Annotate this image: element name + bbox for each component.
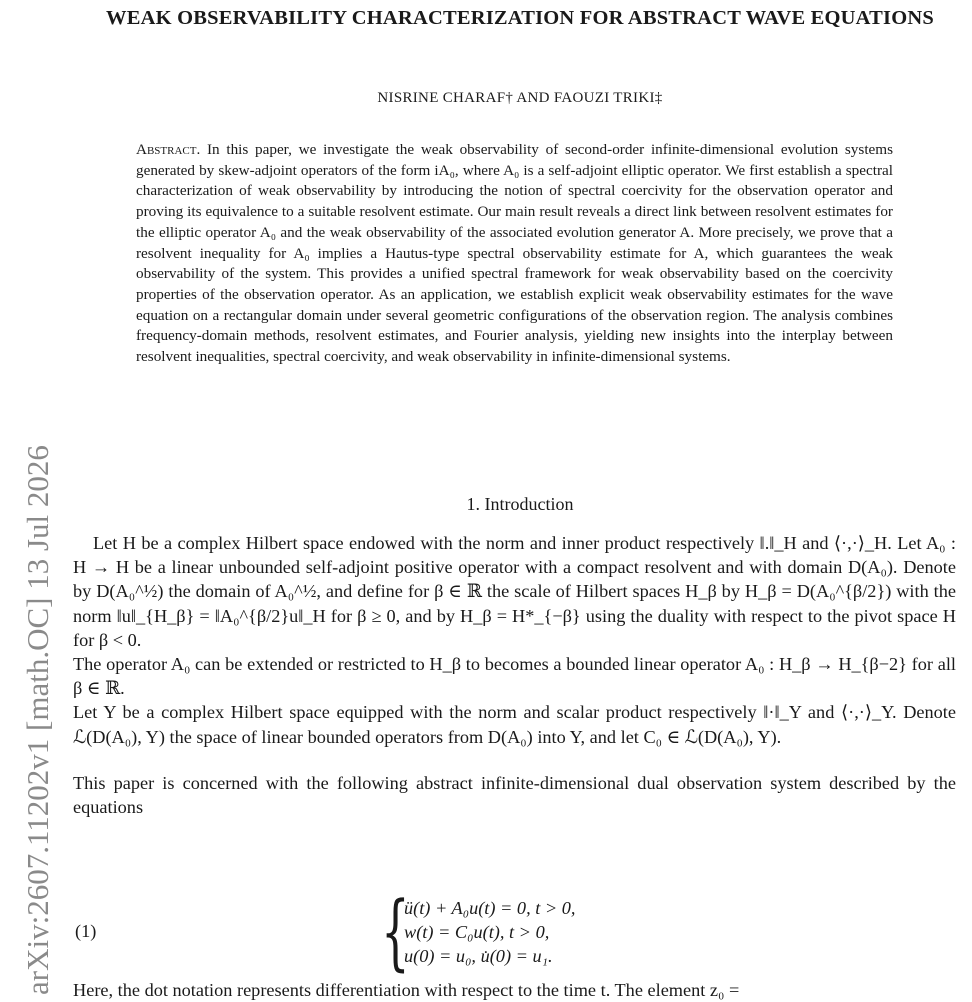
section-title: 1. Introduction [466, 494, 574, 514]
intro-body [73, 531, 956, 819]
equation-line: u(0) = u₀, u̇(0) = u₁. [404, 946, 553, 966]
paper-title: WEAK OBSERVABILITY CHARACTERIZATION FOR ABSTRACT WAVE EQUATIONS [106, 7, 934, 29]
section-heading [85, 494, 955, 515]
intro-paragraph: This paper is concerned with the following abstract infinite-dimensional dual observation system described by the equations [73, 772, 956, 818]
equation-line: ü(t) + A₀u(t) = 0, t > 0, [404, 898, 576, 918]
paper-authors: NISRINE CHARAF† AND FAOUZI TRIKI‡ [377, 90, 663, 106]
intro-paragraph: The operator A₀ can be extended or restricted to H_β to becomes a bounded linear operator A₀ : H_β → H_{β−2} for all β ∈ ℝ. [73, 654, 956, 699]
abstract-label: Abstract. [136, 141, 201, 158]
abstract-text: In this paper, we investigate the weak observability of second-order infinite-dimensional evolution systems generated by skew-adjoint operators of the form iA₀, where A₀ is a self-adjoint elliptic operator. We first establish a spectral characterization of weak observability by introducing the notion of spectral coercivity for the observation operator and proving its equivalence to a suitable resolvent estimate. Our main result reveals a direct link between resolvent estimates for the elliptic operator A₀ and the weak observability of the associated evolution generator A. More precisely, we prove that a resolvent inequality for A₀ implies a Hautus-type spectral observability estimate for A, which guarantees the weak observability of the system. This provides a unified spectral framework for weak observability based on the coercivity properties of the observation operator. As an application, we establish explicit weak observability estimates for the wave equation on a rectangular domain under several geometric configurations of the observation region. The analysis combines frequency-domain methods, resolvent estimates, and Fourier analysis, yielding new insights into the interplay between resolvent inequalities, spectral coercivity, and weak observability in infinite-dimensional systems. [136, 141, 893, 366]
equation-line: w(t) = C₀u(t), t > 0, [404, 922, 550, 942]
equation-1 [73, 885, 956, 981]
equation-brace: { [381, 885, 410, 980]
arxiv-identifier: arXiv:2607.11202v1 [math.OC] 13 Jul 2026 [20, 445, 55, 995]
abstract [136, 140, 893, 368]
intro-paragraph: Let Y be a complex Hilbert space equipped with the norm and scalar product respectively ‖·‖_Y and ⟨·,·⟩_Y. Denote ℒ(D(A₀), Y) the space of linear bounded operators from D(A₀) into Y, and let C₀ ∈ ℒ(D(A₀), Y). [73, 702, 956, 747]
continuation-text: Here, the dot notation represents differentiation with respect to the time t. The element z₀ = [73, 980, 740, 1000]
equation-number: (1) [75, 921, 97, 941]
intro-paragraph: Let H be a complex Hilbert space endowed with the norm and inner product respectively ‖.‖_H and ⟨·,·⟩_H. Let A₀ : H → H be a linear unbounded self-adjoint positive operator with a compact resolvent and with domain D(A₀). Denote by D(A₀^½) the domain of A₀^½, and define for β ∈ ℝ the scale of Hilbert spaces H_β by H_β = D(A₀^{β/2}) with the norm ‖u‖_{H_β} = ‖A₀^{β/2}u‖_H for β ≥ 0, and by H_β = H*_{−β} using the duality with respect to the pivot space H for β < 0. [73, 533, 956, 650]
